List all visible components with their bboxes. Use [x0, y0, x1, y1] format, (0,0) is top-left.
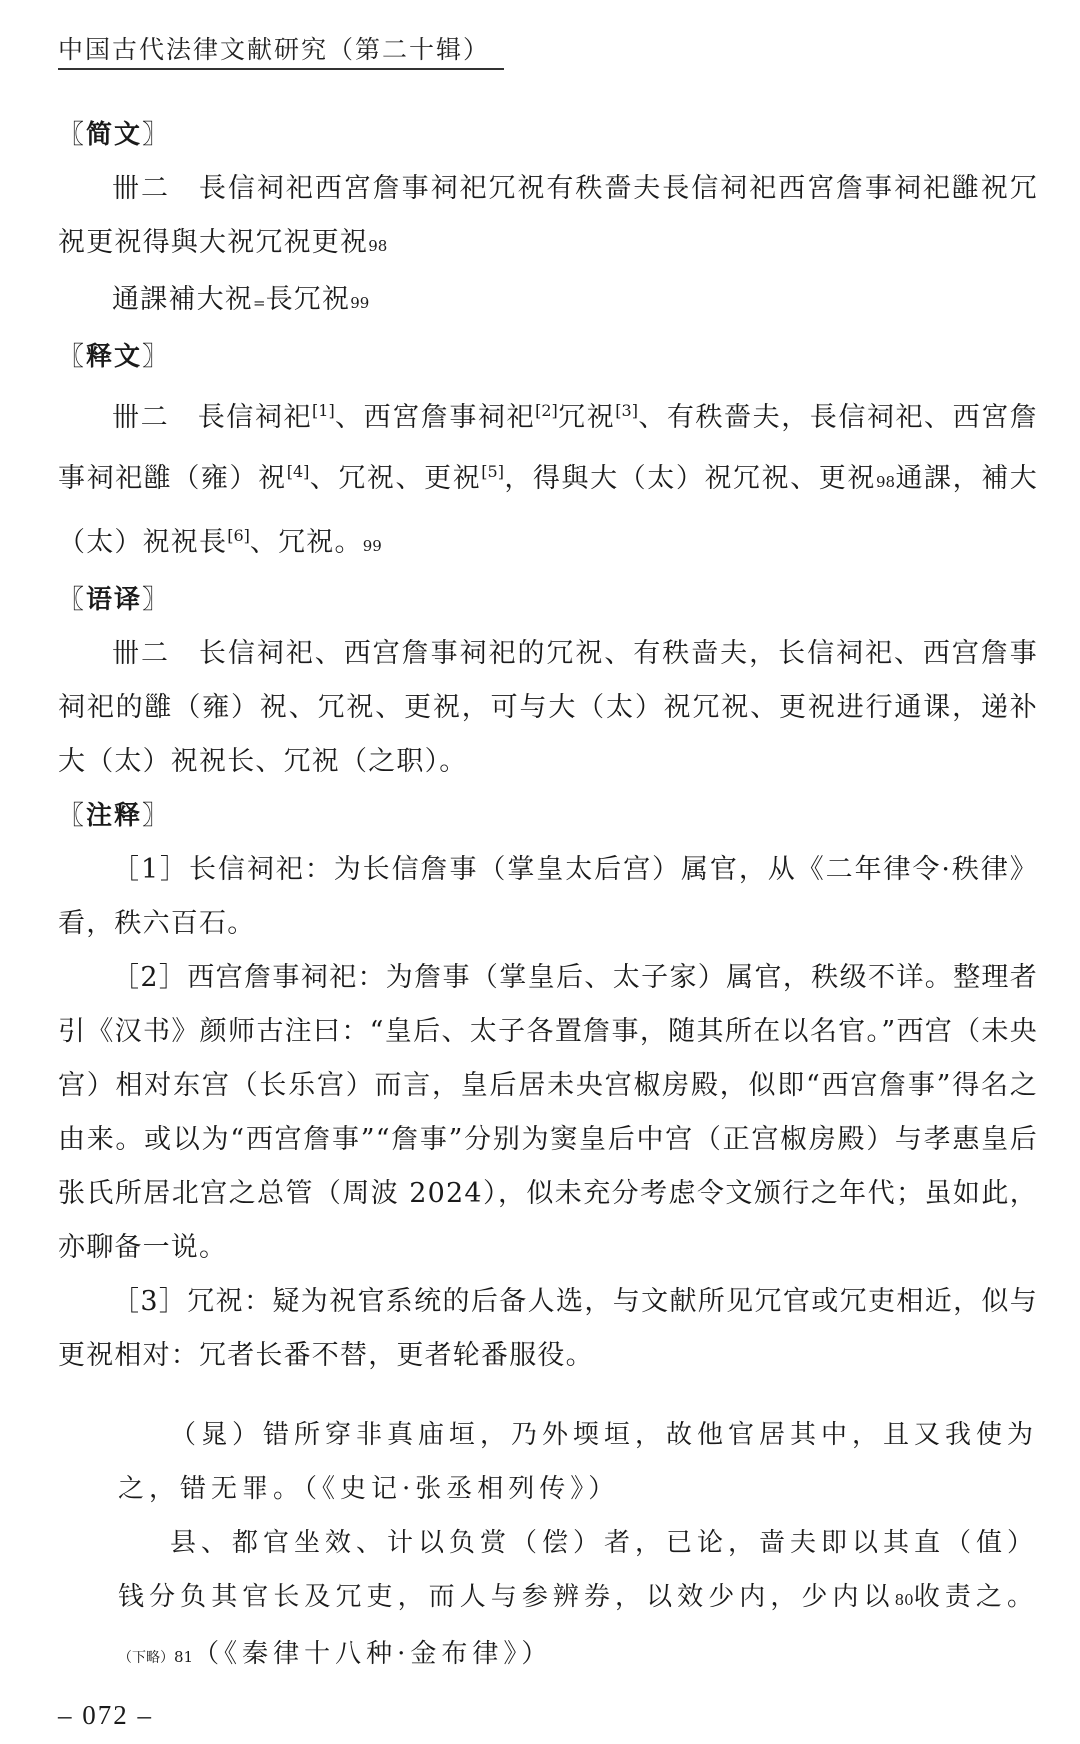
running-header: 中国古代法律文献研究（第二十辑） [58, 35, 491, 64]
note-3: ［3］冗祝：疑为祝官系统的后备人选，与文献所见冗官或冗吏相近，似与更祝相对：冗者长番不替，更者轮番服役。 [58, 1286, 1038, 1371]
section-title-yuyi: 〖语译〗 [58, 585, 171, 615]
slip-number: 98 [368, 237, 388, 255]
slip-number: 99 [350, 294, 370, 312]
quotation-1: （晁）错所穿非真庙垣，乃外堧垣，故他官居其中，且又我使为之，错无罪。（《史记·张丞相列传》） [118, 1420, 1039, 1504]
note-ref-1: [1] [312, 401, 335, 420]
jianwen-paragraph-1: 卌二 長信祠祀西宮詹事祠祀冗祝有秩嗇夫長信祠祀西宮詹事祠祀雝祝冗祝更祝得與大祝冗祝更祝98 [58, 173, 1038, 258]
main-content [58, 108, 1038, 1383]
note-ref-5: [5] [481, 462, 504, 481]
slip-number: 98 [875, 473, 896, 491]
slip-number: 80 [894, 1591, 914, 1609]
repeat-mark: = [253, 294, 266, 312]
shiwen-paragraph: 卌二 長信祠祀[1]、西宮詹事祠祀[2]冗祝[3]、有秩嗇夫，長信祠祀、西宮詹事祠祀雝（雍）祝[4]、冗祝、更祝[5]，得與大（太）祝冗祝、更祝98通課，補大（太）祝祝長[6]、冗祝。99 [58, 401, 1038, 558]
section-title-jianwen: 〖简文〗 [58, 120, 171, 150]
note-ref-4: [4] [286, 462, 310, 481]
note-ref-2: [2] [535, 401, 558, 420]
quotation-2: 县、都官坐效、计以负赏（偿）者，已论，啬夫即以其直（值）钱分负其官长及冗吏，而人与参辨券，以效少内，少内以80收责之。（下略）81（《秦律十八种·金布律》） [118, 1528, 1039, 1669]
page-number: – 072 – [58, 1700, 153, 1730]
note-1: ［1］长信祠祀：为长信詹事（掌皇太后宫）属官，从《二年律令·秩律》看，秩六百石。 [58, 854, 1038, 939]
slip-number: 81 [174, 1648, 194, 1666]
jianwen-paragraph-2: 通課補大祝=長冗祝99 [112, 284, 370, 315]
section-title-shiwen: 〖释文〗 [58, 342, 171, 372]
quotation-block [118, 1408, 1038, 1685]
slip-number: 99 [362, 537, 382, 555]
omission-mark: （下略） [118, 1650, 174, 1666]
header-rule [58, 68, 504, 70]
section-title-zhushi: 〖注释〗 [58, 801, 171, 831]
yuyi-paragraph: 卌二 长信祠祀、西宫詹事祠祀的冗祝、有秩啬夫，长信祠祀、西宫詹事祠祀的雝（雍）祝、冗祝、更祝，可与大（太）祝冗祝、更祝进行通课，递补大（太）祝祝长、冗祝（之职）。 [58, 638, 1038, 777]
note-ref-3: [3] [615, 401, 638, 420]
note-ref-6: [6] [227, 526, 250, 545]
note-2: ［2］西宫詹事祠祀：为詹事（掌皇后、太子家）属官，秩级不详。整理者引《汉书》颜师古注曰：“皇后、太子各置詹事，随其所在以名官。”西宫（未央宫）相对东宫（长乐宫）而言，皇后居未央宫椒房殿，似即“西宫詹事”得名之由来。或以为“西宫詹事”“詹事”分别为窦皇后中宫（正宫椒房殿）与孝惠皇后张氏所居北宫之总管（周波 2024），似未充分考虑令文颁行之年代；虽如此，亦聊备一说。 [58, 962, 1038, 1263]
